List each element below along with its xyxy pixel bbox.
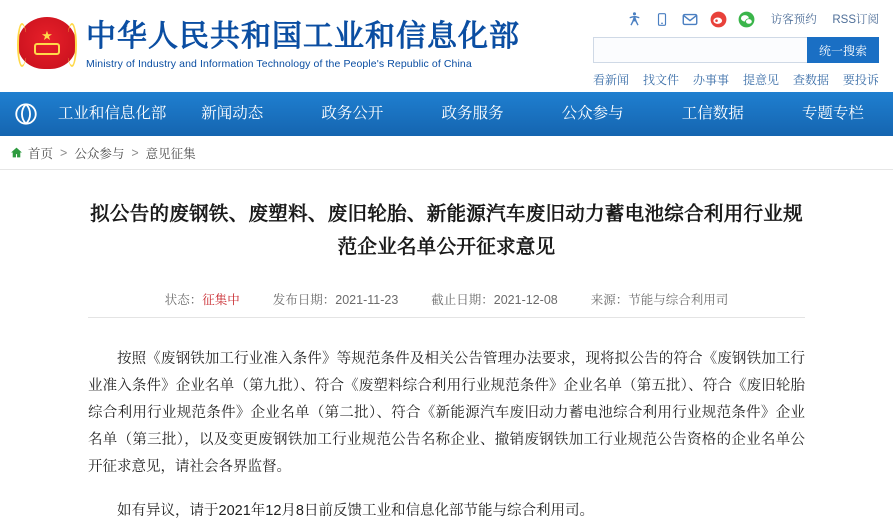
weibo-icon[interactable] (709, 10, 728, 29)
source-value: 节能与综合利用司 (628, 293, 729, 307)
article-container (0, 170, 893, 523)
nav-item-special-topics[interactable]: 专题专栏 (801, 105, 864, 122)
miit-mark-icon (0, 101, 52, 127)
quicklink-complaint[interactable]: 要投诉 (842, 73, 879, 87)
breadcrumb-separator: > (131, 145, 139, 160)
header-icon-row (593, 8, 879, 30)
deadline-value: 2021-12-08 (493, 293, 558, 307)
visitor-appointment-link[interactable]: 访客预约 (770, 14, 817, 26)
page-title: 拟公告的废钢铁、废塑料、废旧轮胎、新能源汽车废旧动力蓄电池综合利用行业规范企业名单公开征求意见 (90, 203, 803, 258)
quicklink-documents[interactable]: 找文件 (642, 73, 679, 87)
accessibility-icon[interactable] (625, 10, 644, 29)
main-navigation (0, 92, 893, 136)
search-input[interactable] (593, 37, 807, 63)
breadcrumb-item-home[interactable]: 首页 (28, 146, 54, 161)
search-bar (593, 37, 879, 63)
quick-links (593, 71, 879, 88)
nav-item-industry-data[interactable]: 工信数据 (681, 105, 744, 122)
nav-item-news[interactable]: 新闻动态 (201, 105, 264, 122)
quicklink-news[interactable]: 看新闻 (593, 73, 630, 87)
site-title-cn: 中华人民共和国工业和信息化部 (86, 20, 520, 53)
publish-date-value: 2021-11-23 (335, 293, 399, 307)
mobile-icon[interactable] (653, 10, 672, 29)
deadline-label: 截止日期： (431, 293, 494, 307)
breadcrumb (0, 136, 893, 170)
site-title-block (86, 0, 520, 70)
site-header (0, 0, 893, 92)
rss-subscribe-link[interactable]: RSS订阅 (832, 14, 879, 26)
breadcrumb-item-opinion-collection[interactable]: 意见征集 (145, 146, 196, 161)
breadcrumb-item-public-participation[interactable]: 公众参与 (74, 146, 125, 161)
quicklink-feedback[interactable]: 提意见 (742, 73, 779, 87)
wechat-icon[interactable] (737, 10, 756, 29)
link-separator (823, 14, 826, 26)
mail-icon[interactable] (681, 10, 700, 29)
status-label: 状态： (164, 293, 203, 307)
nav-item-government-services[interactable]: 政务服务 (441, 105, 504, 122)
article-meta (88, 290, 805, 318)
header-links (771, 11, 879, 27)
nav-item-public-participation[interactable]: 公众参与 (561, 105, 624, 122)
publish-date-label: 发布日期： (272, 293, 336, 307)
national-emblem-icon: ★ (16, 13, 78, 75)
nav-item-miit[interactable]: 工业和信息化部 (57, 105, 167, 122)
breadcrumb-separator: > (60, 145, 68, 160)
source-label: 来源： (590, 293, 629, 307)
article-paragraph: 按照《废钢铁加工行业准入条件》等规范条件及相关公告管理办法要求，现将拟公告的符合《废钢铁加工行业准入条件》企业名单（第九批）、符合《废塑料综合利用行业规范条件》企业名单（第五批）、符合《废旧轮胎综合利用行业规范条件》企业名单（第二批）、符合《新能源汽车废旧动力蓄电池综合利用行业规范条件》企业名单（第三批），以及变更废钢铁加工行业规范公告名称企业、撤销废钢铁加工行业规范公告资格的企业名单公开征求意见，请社会各界监督。 (88, 351, 805, 475)
search-button[interactable]: 统一搜索 (807, 37, 879, 63)
quicklink-data[interactable]: 查数据 (792, 73, 829, 87)
article-paragraph: 如有异议，请于2021年12月8日前反馈工业和信息化部节能与综合利用司。 (117, 503, 594, 519)
header-utility-area (593, 0, 893, 88)
status-badge: 征集中 (202, 293, 240, 307)
site-title-en: Ministry of Industry and Information Technology of the People's Republic of China (86, 58, 472, 70)
home-icon (10, 146, 23, 159)
nav-item-government-affairs[interactable]: 政务公开 (321, 105, 384, 122)
quicklink-services[interactable]: 办事事 (692, 73, 729, 87)
